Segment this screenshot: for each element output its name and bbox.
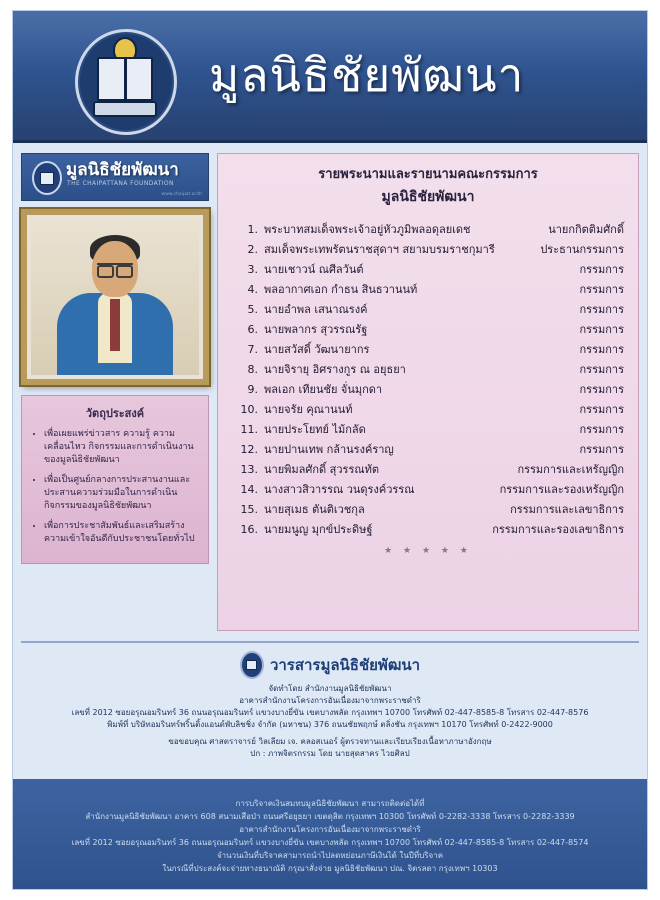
list-item-role: กรรมการ <box>579 343 624 356</box>
mini-crest-icon <box>32 161 62 195</box>
list-item-name: นายพิมลศักดิ์ สุวรรณทัต <box>264 463 379 476</box>
list-item <box>232 500 624 520</box>
document-sheet <box>12 10 648 890</box>
list-item-number: 11. <box>240 423 258 436</box>
list-item-number: 13. <box>240 463 258 476</box>
list-item-role: นายกกิตติมศักดิ์ <box>548 223 624 236</box>
list-item-name: นายจรัย คุณานนท์ <box>264 403 353 416</box>
contact-band <box>13 787 647 890</box>
list-item-number: 14. <box>240 483 258 496</box>
list-item-number: 2. <box>247 243 258 256</box>
list-item-number: 8. <box>247 363 258 376</box>
footer-line: พิมพ์ที่ บริษัทอมรินทร์พริ้นติ้งแอนด์พับลิชชิ่ง จำกัด (มหาชน) 376 ถนนชัยพฤกษ์ ตลิ่งชัน กรุงเทพฯ 10170 โทรศัพท์ 0-2422-9000 <box>107 720 553 729</box>
objective-title: วัตถุประสงค์ <box>85 407 145 420</box>
logo-sub-text: THE CHAIPATTANA FOUNDATION <box>67 180 174 187</box>
committee-list <box>232 220 624 540</box>
list-item-role: กรรมการ <box>579 303 624 316</box>
list-item: • เพื่อเป็นศูนย์กลางการประสานงานและประสานความร่วมมือในการดำเนินกิจกรรมของมูลนิธิชัยพัฒนา <box>44 474 200 513</box>
footer-line: อาคารสำนักงานโครงการอันเนื่องมาจากพระราชดำริ <box>239 696 421 705</box>
list-item-name: นายประโยทย์ ไม้กลัด <box>264 423 366 436</box>
list-item-name: นางสาวสิวารรณ วนดุรงค์วรรณ <box>264 483 415 496</box>
list-item-number: 1. <box>247 223 258 236</box>
footer <box>21 641 639 760</box>
content-area <box>13 143 647 635</box>
list-item <box>232 460 624 480</box>
objective-list <box>30 428 200 546</box>
list-item-name: นายอำพล เสนาณรงค์ <box>264 303 368 316</box>
list-item-name: นายพลากร สุวรรณรัฐ <box>264 323 368 336</box>
footer-line: เลขที่ 2012 ซอยอรุณอมรินทร์ 36 ถนนอรุณอมรินทร์ แขวงบางยี่ขัน เขตบางพลัด กรุงเทพฯ 10700 โทรศัพท์ 02-447-8585-8 โทรสาร 02-447-8576 <box>71 708 589 717</box>
list-item-role: กรรมการ <box>579 403 624 416</box>
list-item-name: นายจิรายุ อิศรางกูร ณ อยุธยา <box>264 363 406 376</box>
sidebar <box>21 153 209 564</box>
list-item-name: นายมนูญ มุกข์ประดิษฐ์ <box>264 523 373 536</box>
list-item <box>232 520 624 540</box>
main-panel <box>217 153 639 631</box>
list-item-role: กรรมการ <box>579 443 624 456</box>
list-item-number: 16. <box>240 523 258 536</box>
contact-band-background <box>13 779 647 889</box>
footer-credit-line: ขอขอบคุณ ศาสตราจารย์ วิลเลียม เจ. คลอสเนอร์ ผู้ตรวจทานและเรียบเรียงเนื้อหาภาษาอังกฤษ <box>168 737 492 746</box>
list-item-role: กรรมการ <box>579 383 624 396</box>
footer-crest-icon <box>240 651 264 679</box>
list-item <box>232 340 624 360</box>
list-item-name: พลเอก เทียนชัย จั่นมุกดา <box>264 383 383 396</box>
list-item-name: พลอากาศเอก กำธน สินธวานนท์ <box>264 283 418 296</box>
page-title: มูลนิธิชัยพัฒนา <box>209 48 525 102</box>
contact-line: สำนักงานมูลนิธิชัยพัฒนา อาคาร 608 สนามเสือป่า ถนนศรีอยุธยา เขตดุสิต กรุงเทพฯ 10300 โทรศัพท์ 0-2282-3338 โทรสาร 0-2282-3339 <box>85 812 575 821</box>
list-item-number: 3. <box>247 263 258 276</box>
contact-line: การบริจาคเงินสมทบมูลนิธิชัยพัฒนา สามารถติดต่อได้ที่ <box>235 799 425 808</box>
list-item-role: กรรมการและเลขาธิการ <box>510 503 624 516</box>
list-item-number: 5. <box>247 303 258 316</box>
list-item <box>232 300 624 320</box>
list-item <box>232 440 624 460</box>
list-item <box>232 400 624 420</box>
foundation-logo-box <box>21 153 209 201</box>
objective-box <box>21 395 209 564</box>
list-item-number: 4. <box>247 283 258 296</box>
list-item <box>232 240 624 260</box>
star-divider: ★ ★ ★ ★ ★ <box>384 546 472 556</box>
footer-line: จัดทำโดย สำนักงานมูลนิธิชัยพัฒนา <box>268 684 392 693</box>
list-item-name: นายเชาวน์ ณศีลวันต์ <box>264 263 364 276</box>
committee-panel <box>217 153 639 631</box>
logo-main-text: มูลนิธิชัยพัฒนา <box>66 160 179 180</box>
list-item-role: กรรมการ <box>579 323 624 336</box>
list-item <box>232 320 624 340</box>
list-item-name: พระบาทสมเด็จพระเจ้าอยู่หัวภูมิพลอดุลยเดช <box>264 223 471 236</box>
foundation-crest-icon <box>75 29 171 129</box>
list-item <box>232 480 624 500</box>
list-item-role: กรรมการและเหรัญญิก <box>517 463 624 476</box>
list-item <box>232 280 624 300</box>
footer-logo <box>240 651 420 679</box>
list-item <box>232 360 624 380</box>
list-item: • เพื่อการประชาสัมพันธ์และเสริมสร้างความเข้าใจอันดีกับประชาชนโดยทั่วไป <box>44 520 200 546</box>
list-item-number: 10. <box>240 403 258 416</box>
list-item-number: 12. <box>240 443 258 456</box>
list-item-number: 9. <box>247 383 258 396</box>
contact-line: จำนวนเงินที่บริจาคสามารถนำไปลดหย่อนภาษีเงินได้ ในปีที่บริจาค <box>216 851 444 860</box>
contact-line: ในกรณีที่ประสงค์จะจ่ายทางธนาณัติ กรุณาสั่งจ่าย มูลนิธิชัยพัฒนา ปณ. จิตรลดา กรุงเทพฯ 10303 <box>162 864 498 873</box>
portrait-frame <box>21 209 209 385</box>
list-item-role: กรรมการและรองเหรัญญิก <box>499 483 624 496</box>
contact-line: เลขที่ 2012 ซอยอรุณอมรินทร์ 36 ถนนอรุณอมรินทร์ แขวงบางยี่ขัน เขตบางพลัด กรุงเทพฯ 10700 โทรศัพท์ 02-447-8585-8 โทรสาร 02-447-8574 <box>71 838 589 847</box>
contact-line: อาคารสำนักงานโครงการอันเนื่องมาจากพระราชดำริ <box>239 825 421 834</box>
committee-title-line2: มูลนิธิชัยพัฒนา <box>381 189 475 205</box>
footer-credit-line: ปก : ภาพจิตรกรรม โดย นายสุดสาคร ไวยศิลป <box>250 749 410 758</box>
list-item-number: 15. <box>240 503 258 516</box>
list-item-name: สมเด็จพระเทพรัตนราชสุดาฯ สยามบรมราชกุมารี <box>264 243 495 256</box>
list-item <box>232 420 624 440</box>
list-item <box>232 220 624 240</box>
list-item-role: กรรมการ <box>579 263 624 276</box>
list-item-role: กรรมการและรองเลขาธิการ <box>492 523 624 536</box>
logo-tag-text: www.chaipat.or.th <box>161 192 202 197</box>
list-item: • เพื่อเผยแพร่ข่าวสาร ความรู้ ความเคลื่อนไหว กิจกรรมและการดำเนินงานของมูลนิธิชัยพัฒนา <box>44 428 200 467</box>
footer-publisher-info <box>21 683 639 731</box>
footer-credits <box>21 736 639 760</box>
portrait-photo <box>31 219 199 375</box>
committee-title <box>232 164 624 208</box>
list-item-role: กรรมการ <box>579 283 624 296</box>
footer-logo-title: วารสารมูลนิธิชัยพัฒนา <box>269 656 421 674</box>
committee-title-line1: รายพระนามและรายนามคณะกรรมการ <box>318 167 538 182</box>
list-item-number: 7. <box>247 343 258 356</box>
list-item <box>232 380 624 400</box>
list-item-role: กรรมการ <box>579 423 624 436</box>
list-item-name: นายสวัสดิ์ วัฒนายากร <box>264 343 370 356</box>
list-item-role: ประธานกรรมการ <box>540 243 624 256</box>
list-item-role: กรรมการ <box>579 363 624 376</box>
list-item-name: นายปานเทพ กล้านรงค์ราญ <box>264 443 394 456</box>
header-banner <box>13 11 647 143</box>
list-item-name: นายสุเมธ ตันติเวชกุล <box>264 503 365 516</box>
list-item-number: 6. <box>247 323 258 336</box>
list-item <box>232 260 624 280</box>
